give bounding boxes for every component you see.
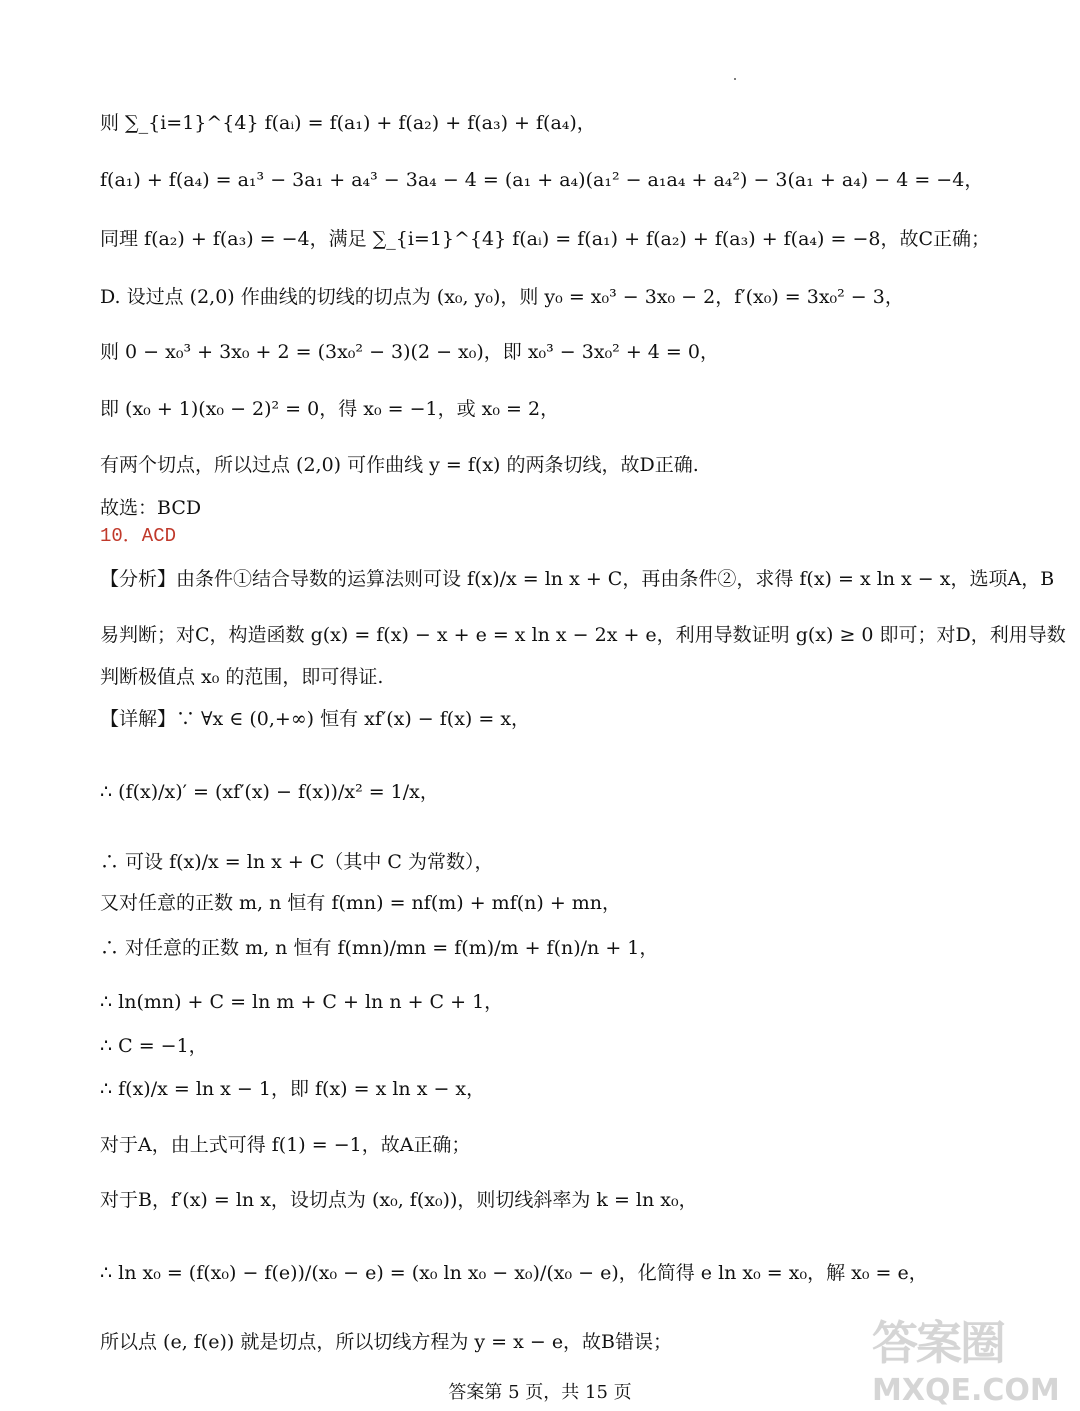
analysis-line: 易判断；对C，构造函数 g(x) = f(x) − x + e = x ln x − 2x + e，利用导数证明 g(x) ≥ 0 即可；对D，利用导数	[100, 624, 1066, 646]
text-line: 则 0 − x₀³ + 3x₀ + 2 = (3x₀² − 3)(2 − x₀)，即 x₀³ − 3x₀² + 4 = 0，	[100, 341, 719, 363]
watermark-logo	[872, 1307, 1062, 1408]
detail-line: ∴ 对任意的正数 m, n 恒有 f(mn)/mn = f(m)/m + f(n)/n + 1，	[100, 937, 659, 959]
scan-dot	[734, 78, 736, 80]
text-line: D. 设过点 (2,0) 作曲线的切线的切点为 (x₀, y₀)，则 y₀ = x₀³ − 3x₀ − 2，f′(x₀) = 3x₀² − 3，	[100, 286, 904, 308]
detail-line: 所以点 (e, f(e)) 就是切点，所以切线方程为 y = x − e，故B错误；	[100, 1331, 673, 1353]
detail-line: ∴ f(x)/x = ln x − 1，即 f(x) = x ln x − x，	[100, 1078, 486, 1100]
detail-line: ∴ ln x₀ = (f(x₀) − f(e))/(x₀ − e) = (x₀ ln x₀ − x₀)/(x₀ − e)，化简得 e ln x₀ = x₀，解 x₀ = e，	[100, 1262, 928, 1284]
text-line: 即 (x₀ + 1)(x₀ − 2)² = 0，得 x₀ = −1，或 x₀ = 2，	[100, 398, 560, 420]
text-line: f(a₁) + f(a₄) = a₁³ − 3a₁ + a₄³ − 3a₄ − 4 = (a₁ + a₄)(a₁² − a₁a₄ + a₄²) − 3(a₁ + a₄) − 4 = −4，	[100, 169, 984, 191]
detail-line: ∴ 可设 f(x)/x = ln x + C（其中 C 为常数），	[100, 851, 494, 873]
detail-line: ∴ (f(x)/x)′ = (xf′(x) − f(x))/x² = 1/x，	[100, 781, 439, 803]
watermark-site: MXQE.COM	[872, 1373, 1060, 1408]
detail-line: ∴ C = −1，	[100, 1035, 208, 1057]
question-number: 10．ACD	[100, 525, 177, 547]
detail-line: ∴ ln(mn) + C = ln m + C + ln n + C + 1，	[100, 991, 504, 1013]
text-line: 则 ∑_{i=1}^{4} f(aᵢ) = f(a₁) + f(a₂) + f(a₃) + f(a₄)，	[100, 112, 596, 134]
analysis-line: 【分析】由条件①结合导数的运算法则可设 f(x)/x = ln x + C，再由条件②，求得 f(x) = x ln x − x，选项A，B	[100, 568, 1055, 590]
analysis-line: 判断极值点 x₀ 的范围，即可得证.	[100, 666, 384, 688]
detail-line: 【详解】∵ ∀x ∈ (0,+∞) 恒有 xf′(x) − f(x) = x，	[100, 708, 531, 730]
detail-line: 对于A，由上式可得 f(1) = −1，故A正确；	[100, 1134, 471, 1156]
watermark-mark: 答案圈	[872, 1316, 1004, 1370]
text-line: 同理 f(a₂) + f(a₃) = −4，满足 ∑_{i=1}^{4} f(aᵢ) = f(a₁) + f(a₂) + f(a₃) + f(a₄) = −8，故C正确；	[100, 228, 990, 250]
page-footer: 答案第 5 页，共 15 页	[448, 1382, 632, 1403]
text-line: 有两个切点，所以过点 (2,0) 可作曲线 y = f(x) 的两条切线，故D正确.	[100, 454, 699, 476]
detail-line: 又对任意的正数 m, n 恒有 f(mn) = nf(m) + mf(n) + mn，	[100, 892, 622, 914]
text-line: 故选：BCD	[100, 497, 202, 519]
detail-line: 对于B，f′(x) = ln x，设切点为 (x₀, f(x₀))，则切线斜率为 k = ln x₀，	[100, 1189, 698, 1211]
